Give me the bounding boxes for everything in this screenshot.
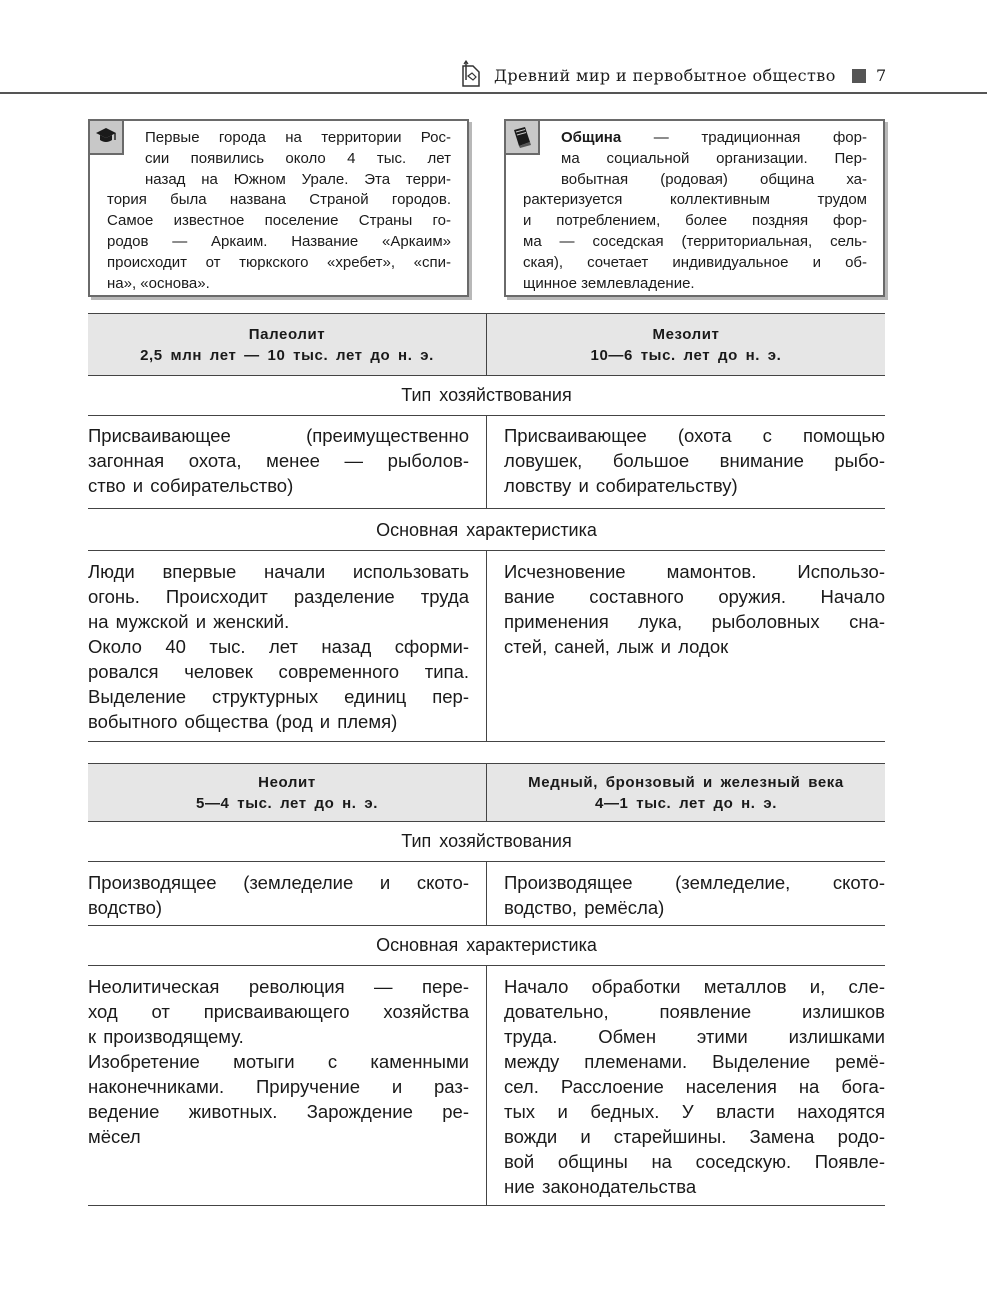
column-divider (486, 763, 487, 822)
cell-line: ведение животных. Зарождение ре- (88, 1101, 469, 1122)
row-divider (88, 925, 885, 926)
note-line: назад на Южном Урале. Эта терри- (145, 170, 451, 188)
column-header-mesolith (487, 324, 885, 375)
note-line: на», «основа». (107, 274, 210, 292)
note-line: тория была названа Страной городов. (107, 191, 451, 209)
note-line: родов — Аркаим. Название «Аркаим» (107, 232, 451, 250)
cell-line: между племенами. Выделение ремё- (504, 1051, 885, 1072)
cell-line: ние законодательства (504, 1176, 697, 1197)
cell-line: водство) (88, 897, 163, 918)
note-line: ма — соседская (территориальная, сель- (523, 232, 867, 250)
section-title: Основная характеристика (376, 935, 597, 955)
table-cell (504, 870, 885, 920)
note-line: и потреблением, более поздняя фор- (523, 212, 867, 230)
note-line: ма социальной организации. Пер- (561, 149, 867, 167)
periods-table-1 (88, 313, 885, 743)
cell-line: труда. Обмен этими излишками (504, 1026, 885, 1047)
page-number: 7 (876, 66, 887, 85)
row-divider (88, 508, 885, 509)
book-pen-icon (460, 60, 482, 88)
column-divider (486, 861, 487, 925)
column-header-metal-ages (487, 772, 885, 821)
column-divider (486, 965, 487, 1205)
column-header-date: 2,5 млн лет — 10 тыс. лет до н. э. (140, 347, 434, 364)
cell-line: Выделение структурных единиц пер- (88, 686, 469, 707)
table-cell (504, 423, 885, 498)
cell-line: Присваивающее (преимущественно (88, 425, 469, 446)
cell-line: стей, саней, лыж и лодок (504, 636, 729, 657)
cell-line: вобытного общества (род и племя) (88, 711, 398, 732)
table-cell (504, 974, 885, 1199)
cell-line: Производящее (земледелие и ското- (88, 872, 469, 893)
column-header-name: Неолит (258, 774, 316, 791)
cell-line: ловству и собирательству) (504, 475, 738, 496)
cell-line: ловушек, большое внимание рыбо- (504, 450, 885, 471)
row-divider (88, 741, 885, 742)
cell-line: Присваивающее (охота с помощью (504, 425, 885, 446)
note-line: происходит от тюркского «хребет», «спи- (107, 253, 451, 271)
note-term: Община (561, 129, 622, 146)
section-title: Основная характеристика (376, 520, 597, 540)
cell-line: Производящее (земледелие, ското- (504, 872, 885, 893)
running-header-title: Древний мир и первобытное общество (494, 66, 836, 85)
note-line (523, 128, 867, 149)
note-line: ская), сочетает индивидуальное и об- (523, 253, 867, 271)
cell-line: ход от присваивающего хозяйства (88, 1001, 469, 1022)
cell-line: Изобретение мотыги с каменными (88, 1051, 469, 1072)
cell-line: ровался человек современного типа. (88, 661, 469, 682)
table-cell (88, 974, 469, 1149)
section-title: Тип хозяйствования (401, 831, 572, 851)
cell-line: Около 40 тыс. лет назад сформи- (88, 636, 469, 657)
column-header-date: 5—4 тыс. лет до н. э. (196, 795, 378, 812)
note-box-cities (88, 119, 469, 297)
note-line: Самое известное поселение Страны го- (107, 212, 451, 230)
note-line: рактеризуется коллективным трудом (523, 191, 867, 209)
section-title: Тип хозяйствования (401, 385, 572, 405)
cell-line: загонная охота, менее — рыболов- (88, 450, 469, 471)
cell-line: наконечниками. Приручение и раз- (88, 1076, 469, 1097)
column-divider (486, 313, 487, 376)
cell-line: огонь. Происходит разделение труда (88, 586, 469, 607)
header-rule (0, 92, 987, 94)
note-term-definition-start: — традиционная фор- (621, 129, 867, 146)
table-cell (504, 559, 885, 659)
periods-table-2 (88, 763, 885, 1208)
header-square-marker (852, 69, 866, 83)
cell-line: вание составного оружия. Начало (504, 586, 885, 607)
cell-line: водство, ремёсла) (504, 897, 665, 918)
note-line: сии появились около 4 тыс. лет (145, 149, 451, 167)
cell-line: довательно, появление излишков (504, 1001, 885, 1022)
cell-line: ство и собирательство) (88, 475, 294, 496)
cell-line: Люди впервые начали использовать (88, 561, 469, 582)
cell-line: применения лука, рыболовных сна- (504, 611, 885, 632)
cell-line: Начало обработки металлов и, сле- (504, 976, 885, 997)
cell-line: вожди и старейшины. Замена родо- (504, 1126, 885, 1147)
column-divider (486, 415, 487, 508)
column-header-name: Мезолит (652, 326, 720, 343)
note-box-obshchina (504, 119, 885, 297)
note-line: Первые города на территории Рос- (145, 129, 451, 146)
cell-line: сел. Расслоение населения на бога- (504, 1076, 885, 1097)
cell-line: на мужской и женский. (88, 611, 290, 632)
table-cell (88, 559, 469, 734)
column-header-name: Палеолит (248, 326, 326, 343)
cell-line: тых и бедных. У власти находятся (504, 1101, 885, 1122)
column-header-name: Медный, бронзовый и железный века (528, 774, 844, 791)
column-header-neolith (88, 772, 486, 821)
note-text-cities (107, 128, 451, 294)
cell-line: Неолитическая революция — пере- (88, 976, 469, 997)
note-line: вобытная (родовая) община ха- (561, 170, 867, 188)
cell-line: мёсел (88, 1126, 141, 1147)
column-header-date: 10—6 тыс. лет до н. э. (590, 347, 782, 364)
column-divider (486, 550, 487, 741)
column-header-paleolith (88, 324, 486, 375)
cell-line: к производящему. (88, 1026, 244, 1047)
cell-line: вой общины на соседскую. Появле- (504, 1151, 885, 1172)
running-header (0, 60, 987, 93)
table-cell (88, 423, 469, 498)
note-line: щинное землевладение. (523, 274, 695, 292)
row-divider (88, 1205, 885, 1206)
note-text-obshchina (523, 128, 867, 294)
cell-line: Исчезновение мамонтов. Использо- (504, 561, 885, 582)
column-header-date: 4—1 тыс. лет до н. э. (595, 795, 777, 812)
table-cell (88, 870, 469, 920)
